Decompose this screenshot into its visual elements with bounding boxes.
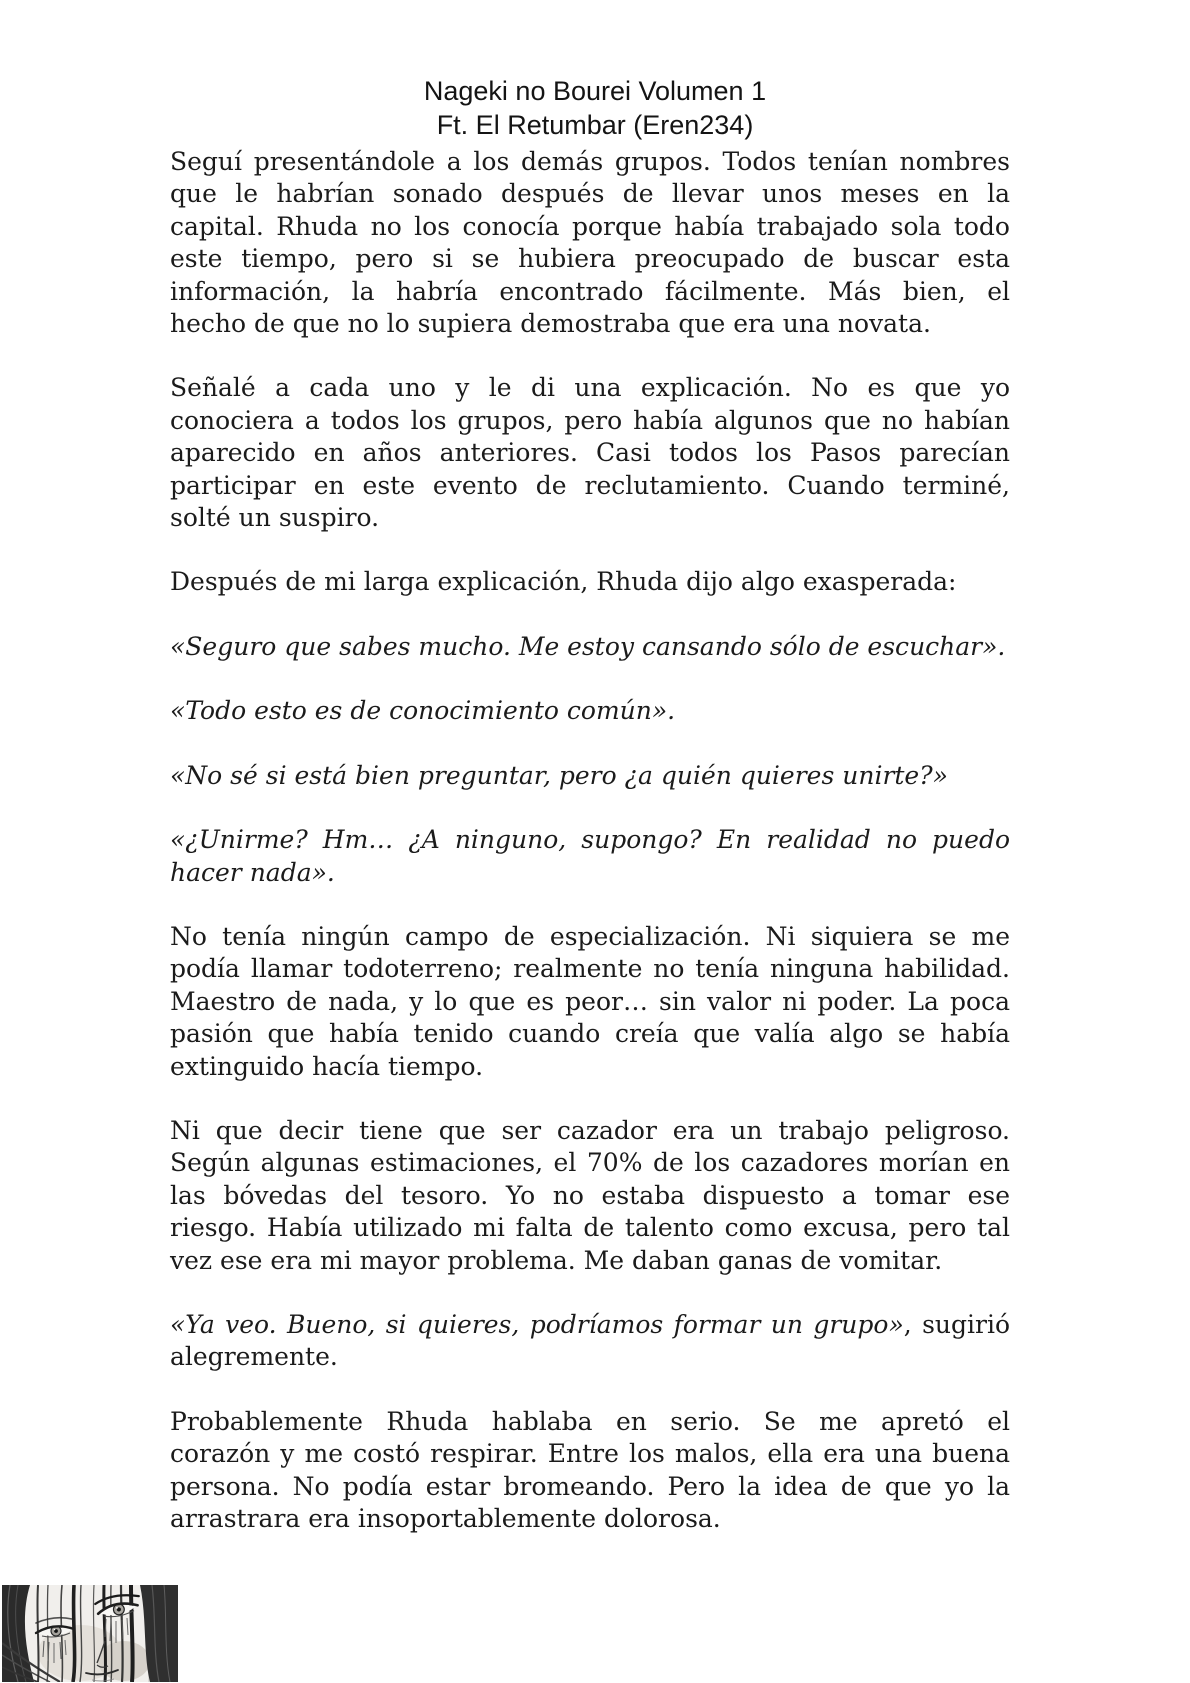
text-line: solté un suspiro.	[170, 503, 380, 533]
paragraph	[170, 566, 1010, 598]
text-line: No tenía ningún campo de especialización. Ni siquiera se me	[170, 921, 1010, 951]
narration-span: , sugirió	[903, 1309, 1010, 1339]
document-header	[0, 0, 1190, 142]
text-line: corazón y me costó respirar. Entre los malos, ella era una buena	[170, 1439, 1010, 1469]
dialogue-paragraph	[170, 760, 1010, 792]
text-line: información, la habría encontrado fácilmente. Más bien, el	[170, 276, 1010, 306]
text-line: extinguido hacía tiempo.	[170, 1051, 484, 1081]
text-line: conociera a todos los grupos, pero había algunos que no habían	[170, 405, 1010, 435]
text-line: riesgo. Había utilizado mi falta de talento como excusa, pero tal	[170, 1213, 1010, 1243]
text-line: Ni que decir tiene que ser cazador era un trabajo peligroso.	[170, 1115, 1010, 1145]
paragraph	[170, 146, 1010, 340]
text-line: «¿Unirme? Hm… ¿A ninguno, supongo? En realidad no puedo	[170, 825, 1010, 855]
text-line: «No sé si está bien preguntar, pero ¿a quién quieres unirte?»	[170, 760, 948, 790]
text-line: este tiempo, pero si se hubiera preocupado de buscar esta	[170, 244, 1010, 274]
text-line: vez ese era mi mayor problema. Me daban ganas de vomitar.	[170, 1245, 943, 1275]
text-line: alegremente.	[170, 1342, 338, 1372]
text-line: Después de mi larga explicación, Rhuda dijo algo exasperada:	[170, 567, 957, 597]
text-line: pasión que había tenido cuando creía que valía algo se había	[170, 1019, 1010, 1049]
manga-face-drawing	[2, 1585, 178, 1682]
text-line: participar en este evento de reclutamiento. Cuando terminé,	[170, 470, 1010, 500]
text-line	[170, 1309, 1010, 1341]
dialogue-paragraph	[170, 631, 1010, 663]
dialogue-paragraph	[170, 695, 1010, 727]
paragraph	[170, 921, 1010, 1083]
text-line: Señalé a cada uno y le di una explicación. No es que yo	[170, 373, 1010, 403]
text-line: Maestro de nada, y lo que es peor… sin valor ni poder. La poca	[170, 986, 1010, 1016]
text-line: podía llamar todoterreno; realmente no tenía ninguna habilidad.	[170, 954, 1010, 984]
text-line: Probablemente Rhuda hablaba en serio. Se me apretó el	[170, 1406, 1010, 1436]
text-line: Según algunas estimaciones, el 70% de los cazadores morían en	[170, 1148, 1010, 1178]
dialogue-paragraph	[170, 824, 1010, 889]
text-line: «Todo esto es de conocimiento común».	[170, 696, 676, 726]
dialogue-paragraph	[170, 1309, 1010, 1374]
text-line: Seguí presentándole a los demás grupos. Todos tenían nombres	[170, 147, 1010, 176]
text-line: capital. Rhuda no los conocía porque había trabajado sola todo	[170, 211, 1010, 241]
paragraph	[170, 1406, 1010, 1536]
dialogue-quote-span: «Ya veo. Bueno, si quieres, podríamos formar un grupo»	[170, 1309, 904, 1339]
text-line: hecho de que no lo supiera demostraba que era una novata.	[170, 309, 931, 339]
text-line: hacer nada».	[170, 857, 335, 887]
text-line: las bóvedas del tesoro. Yo no estaba dispuesto a tomar ese	[170, 1180, 1010, 1210]
document-title: Nageki no Bourei Volumen 1	[423, 76, 767, 106]
text-line: «Seguro que sabes mucho. Me estoy cansando sólo de escuchar».	[170, 631, 1006, 661]
document-body	[170, 146, 1010, 1535]
text-line: arrastrara era insoportablemente dolorosa.	[170, 1504, 721, 1533]
paragraph	[170, 1115, 1010, 1277]
text-line: persona. No podía estar bromeando. Pero la idea de que yo la	[170, 1471, 1010, 1501]
text-line: aparecido en años anteriores. Casi todos los Pasos parecían	[170, 438, 1010, 468]
manga-face-illustration	[2, 1585, 178, 1682]
text-line: que le habrían sonado después de llevar unos meses en la	[170, 179, 1010, 209]
document-subtitle: Ft. El Retumbar (Eren234)	[436, 110, 754, 140]
paragraph	[170, 372, 1010, 534]
